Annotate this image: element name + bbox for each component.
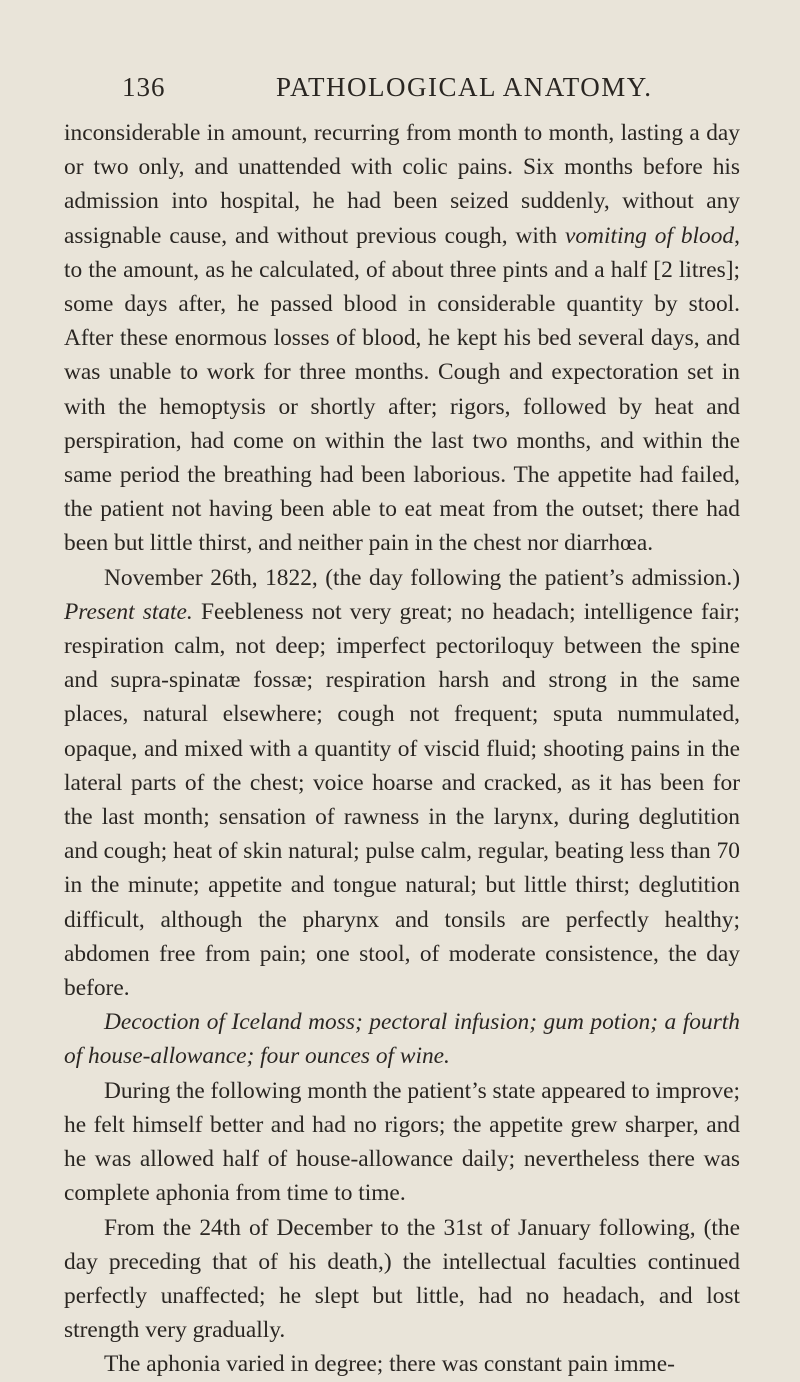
text-run: Feebleness not very great; no headach; intelligence fair; respiration calm, not deep; imperfect pectoriloquy between the spine and supra-spinatæ fossæ; respiration harsh and strong in the same places, natural elsewhere; cough not frequent; sputa nummulated, opaque, and mixed with a quantity of viscid fluid; shooting pains in the lateral parts of the chest; voice hoarse and cracked, as it has been for the last month; sensation of rawness in the larynx, during deglutition and cough; heat of skin natural; pulse calm, regular, beating less than 70 in the minute; appetite and tongue natural; but little thirst; deglutition difficult, although the pharynx and tonsils are perfectly healthy; abdomen free from pain; one stool, of moderate consistence, the day before. [64,598,740,1002]
page-number: 136 [122,72,166,102]
text-run: November 26th, 1822, (the day following the patient’s admission.) [104,564,740,591]
paragraph [64,116,740,561]
paragraph [64,561,740,1006]
text-run: , to the amount, as he calculated, of about three pints and a half [2 litres]; some days after, he passed blood in considerable quantity by stool. After these enormous losses of blood, he kept his bed several days, and was unable to work for three months. Cough and expectoration set in with the hemoptysis or shortly after; rigors, followed by heat and perspiration, had come on within the last two months, and within the same period the breathing had been laborious. The appetite had failed, the patient not having been able to eat meat from the outset; there had been but little thirst, and neither pain in the chest nor diarrhœa. [64,222,740,557]
text-run: The aphonia varied in degree; there was constant pain imme- [104,1351,675,1378]
text-run: From the 24th of December to the 31st of January following, (the day preceding that of his death,) the intellectual faculties continued perfectly unaffected; he slept but little, had no headach, and lost strength very gradually. [64,1214,740,1344]
running-title: PATHOLOGICAL ANATOMY. [276,72,653,102]
paragraph [64,1347,740,1381]
italic-text: Decoction of Iceland moss; pectoral infusion; gum potion; a fourth of house-allowance; four ounces of wine. [64,1009,740,1070]
italic-text: vomiting of blood [564,222,735,249]
paragraph [64,1211,740,1348]
running-head [64,72,742,112]
italic-text: Present state. [64,598,193,625]
body-text [64,116,740,1382]
paragraph [64,1005,740,1073]
paragraph [64,1074,740,1211]
text-run: inconsiderable in amount, recurring from month to month, lasting a day or two only, and unattended with colic pains. Six months before his admission into hospital, he had been seized suddenly, without any assignable cause, and without previous cough, with [64,120,740,249]
text-run: During the following month the patient’s state appeared to improve; he felt himself better and had no rigors; the appetite grew sharper, and he was allowed half of house-allowance daily; nevertheless there was complete aphonia from time to time. [64,1077,740,1207]
